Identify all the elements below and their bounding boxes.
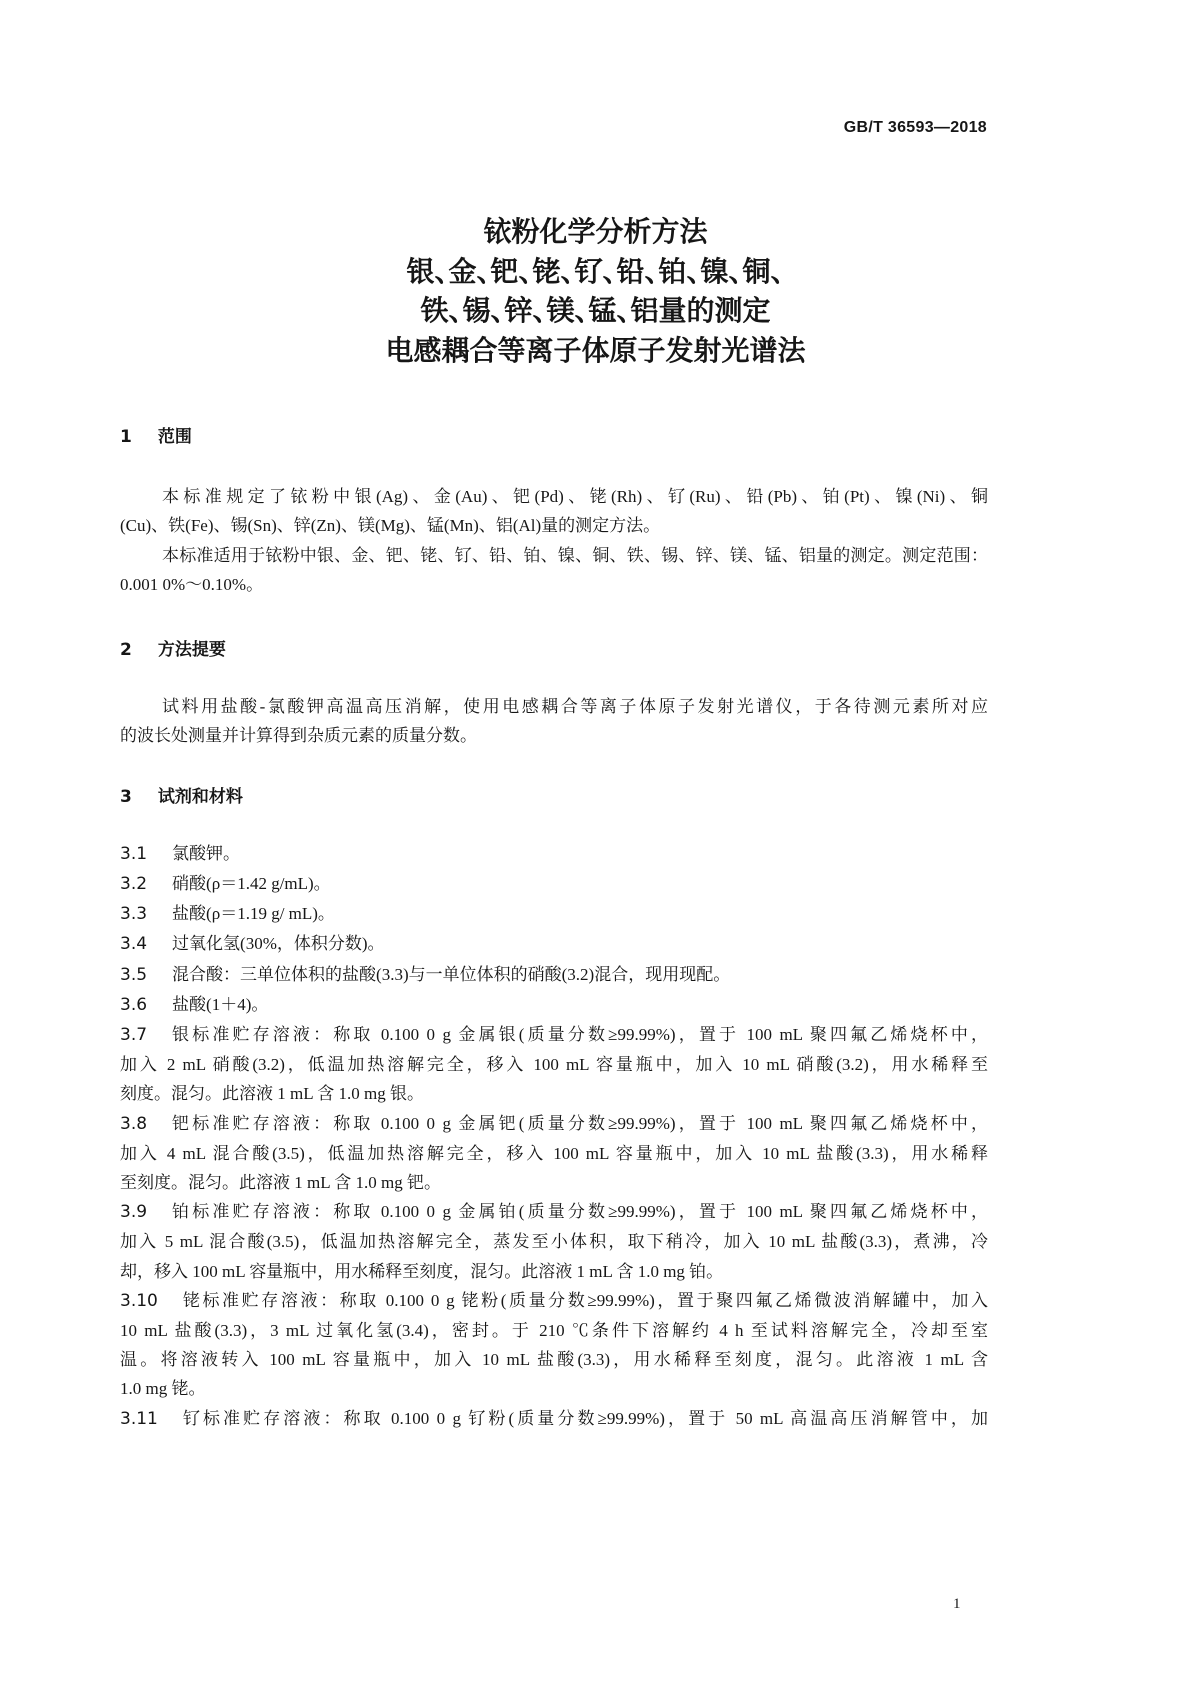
section-title: 试剂和材料 (157, 786, 243, 807)
clause-first-line (120, 1020, 988, 1050)
clause-item (120, 960, 988, 990)
clause-item (120, 1197, 988, 1286)
clause-line: 混合酸：三单位体积的盐酸(3.3)与一单位体积的硝酸(3.2)混合，现用现配。 (172, 964, 731, 984)
section-number: 3 (120, 786, 132, 807)
clause-first-line (120, 990, 988, 1020)
paragraph (120, 482, 988, 540)
clause-line: 硝酸(ρ＝1.42 g/mL)。 (172, 874, 331, 894)
clause-number: 3.8 (120, 1113, 148, 1134)
title-line: 电感耦合等离子体原子发射光谱法 (385, 333, 806, 367)
clause-line: 盐酸(ρ＝1.19 g/ mL)。 (172, 904, 335, 924)
clause-line: 却，移入 100 mL 容量瓶中，用水稀释至刻度，混匀。此溶液 1 mL 含 1.0 mg 铂。 (120, 1261, 724, 1281)
clause-number: 3.10 (120, 1290, 158, 1311)
clause-line: 过氧化氢(30%，体积分数)。 (172, 934, 385, 954)
clause-line: 钌标准贮存溶液：称取 0.100 0 g 钌粉(质量分数≥99.99%)，置于 50 mL 高温高压消解管中，加 (182, 1408, 988, 1428)
paragraph-line: 的波长处测量并计算得到杂质元素的质量分数。 (120, 726, 477, 746)
clause-line: 刻度。混匀。此溶液 1 mL 含 1.0 mg 银。 (120, 1084, 424, 1104)
clause-first-line (120, 899, 988, 929)
clause-item (120, 839, 988, 869)
title-line: 铁、锡、锌、镁、锰、铝量的测定 (420, 294, 771, 327)
clause-list (120, 839, 988, 1434)
paragraph (120, 541, 988, 599)
clause-line: 加入 2 mL 硝酸(3.2)，低温加热溶解完全，移入 100 mL 容量瓶中，加入 10 mL 硝酸(3.2)，用水稀释至 (120, 1055, 988, 1075)
clause-number: 3.3 (120, 904, 148, 925)
clause-item (120, 1020, 988, 1109)
clause-number: 3.4 (120, 934, 148, 955)
clause-item (120, 1109, 988, 1198)
clause-line: 盐酸(1＋4)。 (172, 994, 269, 1014)
clause-line: 温。将溶液转入 100 mL 容量瓶中，加入 10 mL 盐酸(3.3)，用水稀释至刻度，混匀。此溶液 1 mL 含 (120, 1350, 988, 1370)
clause-line: 加入 4 mL 混合酸(3.5)，低温加热溶解完全，移入 100 mL 容量瓶中，加入 10 mL 盐酸(3.3)，用水稀释 (120, 1143, 988, 1163)
clause-first-line (120, 839, 988, 869)
clause-first-line (120, 929, 988, 959)
clause-item (120, 899, 988, 929)
page-number: 1 (953, 1596, 961, 1612)
clause-line: 加入 5 mL 混合酸(3.5)，低温加热溶解完全，蒸发至小体积，取下稍冷，加入 10 mL 盐酸(3.3)，煮沸，冷 (120, 1232, 988, 1252)
section-heading (120, 783, 988, 812)
section-title: 范围 (157, 427, 192, 447)
paragraph-line: 本标准适用于铱粉中银、金、钯、铑、钌、铅、铂、镍、铜、铁、锡、锌、镁、锰、铝量的测定。测定范围： (162, 545, 988, 565)
section-heading (120, 636, 988, 665)
section-number: 1 (120, 427, 132, 447)
section-number: 2 (120, 640, 132, 661)
title-line: 银、金、钯、铑、钌、铅、铂、镍、铜、 (406, 254, 785, 288)
document-title (0, 212, 1191, 370)
clause-number: 3.9 (120, 1202, 148, 1223)
standard-number: GB/T 36593—2018 (843, 119, 987, 136)
clause-line: 铑标准贮存溶液：称取 0.100 0 g 铑粉(质量分数≥99.99%)，置于聚四氟乙烯微波消解罐中，加入 (182, 1290, 988, 1310)
clause-number: 3.7 (120, 1025, 148, 1046)
paragraph (120, 692, 988, 750)
title-line: 铱粉化学分析方法 (483, 215, 708, 248)
paragraph-line: 本标准规定了铱粉中银(Ag)、金(Au)、钯(Pd)、铑(Rh)、钌(Ru)、铅(Pb)、铂(Pt)、镍(Ni)、铜 (162, 487, 988, 507)
clause-number: 3.2 (120, 874, 148, 895)
clause-line: 至刻度。混匀。此溶液 1 mL 含 1.0 mg 钯。 (120, 1173, 441, 1193)
clause-first-line (120, 960, 988, 990)
paragraph-line: (Cu)、铁(Fe)、锡(Sn)、锌(Zn)、镁(Mg)、锰(Mn)、铝(Al)量的测定方法。 (120, 516, 661, 536)
clause-item (120, 1404, 988, 1434)
clause-line: 铂标准贮存溶液：称取 0.100 0 g 金属铂(质量分数≥99.99%)，置于 100 mL 聚四氟乙烯烧杯中， (172, 1202, 988, 1222)
clause-line: 钯标准贮存溶液：称取 0.100 0 g 金属钯(质量分数≥99.99%)，置于 100 mL 聚四氟乙烯烧杯中， (172, 1113, 988, 1133)
section-title: 方法提要 (157, 640, 226, 661)
clause-line: 1.0 mg 铑。 (120, 1379, 206, 1399)
clause-line: 10 mL 盐酸(3.3)，3 mL 过氧化氢(3.4)，密封。于 210 ℃条件下溶解约 4 h 至试料溶解完全，冷却至室 (120, 1321, 988, 1341)
clause-first-line (120, 1109, 988, 1139)
clause-number: 3.1 (120, 843, 148, 864)
clause-line: 氯酸钾。 (172, 843, 241, 863)
clause-item (120, 929, 988, 959)
clause-first-line (120, 1286, 988, 1316)
clause-number: 3.11 (120, 1408, 158, 1429)
clause-first-line (120, 1404, 988, 1434)
clause-first-line (120, 869, 988, 899)
clause-number: 3.6 (120, 994, 148, 1015)
paragraph-line: 0.001 0%～0.10%。 (120, 574, 264, 594)
paragraph-line: 试料用盐酸-氯酸钾高温高压消解，使用电感耦合等离子体原子发射光谱仪，于各待测元素所对应 (162, 697, 988, 717)
section-heading (120, 423, 988, 452)
clause-first-line (120, 1197, 988, 1227)
clause-line: 银标准贮存溶液：称取 0.100 0 g 金属银(质量分数≥99.99%)，置于 100 mL 聚四氟乙烯烧杯中， (172, 1025, 988, 1045)
document-body (120, 423, 988, 1434)
clause-item (120, 990, 988, 1020)
clause-item (120, 1286, 988, 1404)
clause-number: 3.5 (120, 964, 148, 985)
clause-item (120, 869, 988, 899)
